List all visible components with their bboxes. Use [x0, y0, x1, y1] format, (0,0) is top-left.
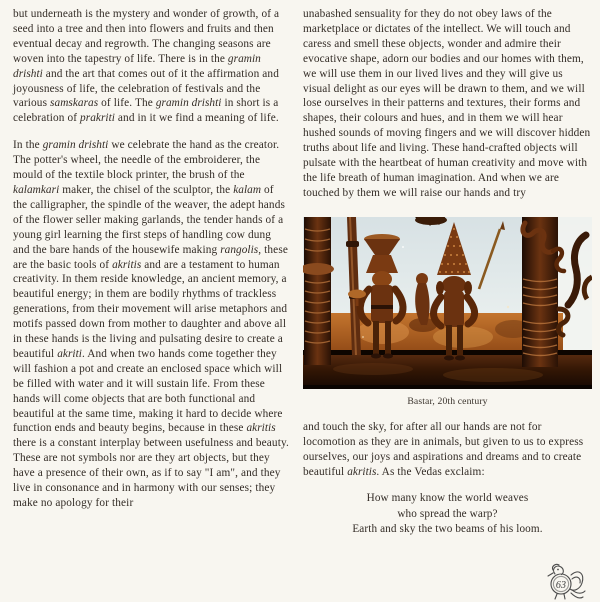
page-number-ornament [541, 563, 587, 600]
verse-line: who spread the warp? [397, 507, 498, 520]
right-text-column [303, 7, 592, 538]
left-text-column [13, 7, 290, 523]
verse-line: Earth and sky the two beams of his loom. [352, 523, 543, 536]
bronze-figurines-photo [303, 217, 592, 389]
verse [303, 491, 592, 538]
photo-caption: Bastar, 20th century [407, 395, 488, 407]
page-number: 63 [555, 580, 567, 591]
bird-ornament-icon [541, 563, 587, 600]
paragraph: unabashed sensuality for they do not obey laws of the marketplace or dictates of the intellect. We will touch and caress and smell these objects, wonder and admire their evocative shape, adorn our bodies and our homes with them, we will use them in our lived lives and they will give us visual delight as our eyes will be drawn to them, and we will lose ourselves in their patterns and textures, their forms and shapes, their colours and hues, and in them we will hear hushed sounds of moving fingers and we will discover hidden truths about life and living. These hand-crafted objects will pulsate with the heartbeat of human creativity and move with the life breath of human imagination. And when we are touched by them we will raise our hands and try [303, 8, 591, 199]
paragraph: In the gramin drishti we celebrate the hand as the creator. The potter's wheel, the needle of the embroiderer, the mould of the textile block printer, the brush of the kalamkari maker, the chisel of the sculptor, the kalam of the calligrapher, the spindle of the weaver, the adept hands of the flower seller making garlands, the tender hands of a young girl learning the first steps of handling cow dung and the bare hands of the housewife making rangolis, these are the basic tools of akritis and are a testament to human creativity. In them reside knowledge, an ancient memory, a beautiful energy; in them are bodily rhythms of trackless generations, from their movement will arise metaphors and motifs passed down from mother to daughter and above all in these hands is the living and pulsating desire to create a beautiful akriti. And when two hands come together they will fashion a pot and create an enclosed space which will be filled with water and it will sustain life. From these hands will come objects that are both functional and beautiful at the same time, making it hard to decide where function ends and beauty begins, because in these akritis there is a constant interplay between usefulness and beauty. These are not symbols nor are they art objects, but they have a presence of their own, as if to say "I am", and they live in consonance and in harmony with our senses; they make no apology for their [13, 139, 289, 509]
verse-line: How many know the world weaves [366, 492, 529, 505]
paragraph: and touch the sky, for after all our hands are not for locomotion as they are in animals, but given to us to express ourselves, our joys and aspirations and dreams and to create beautiful akritis. As the Vedas exclaim: [303, 420, 584, 478]
photo-figure [303, 217, 592, 408]
paragraph: but underneath is the mystery and wonder of growth, of a seed into a tree and then into flowers and fruits and then eventual decay and regrowth. The changing seasons are woven into the tapestry of life. There is in the gramin drishti and the art that comes out of it the affirmation and joyousness of life, the celebration of festivals and the various samskaras of life. The gramin drishti in short is a celebration of prakriti and in it we find a meaning of life. [13, 8, 280, 125]
